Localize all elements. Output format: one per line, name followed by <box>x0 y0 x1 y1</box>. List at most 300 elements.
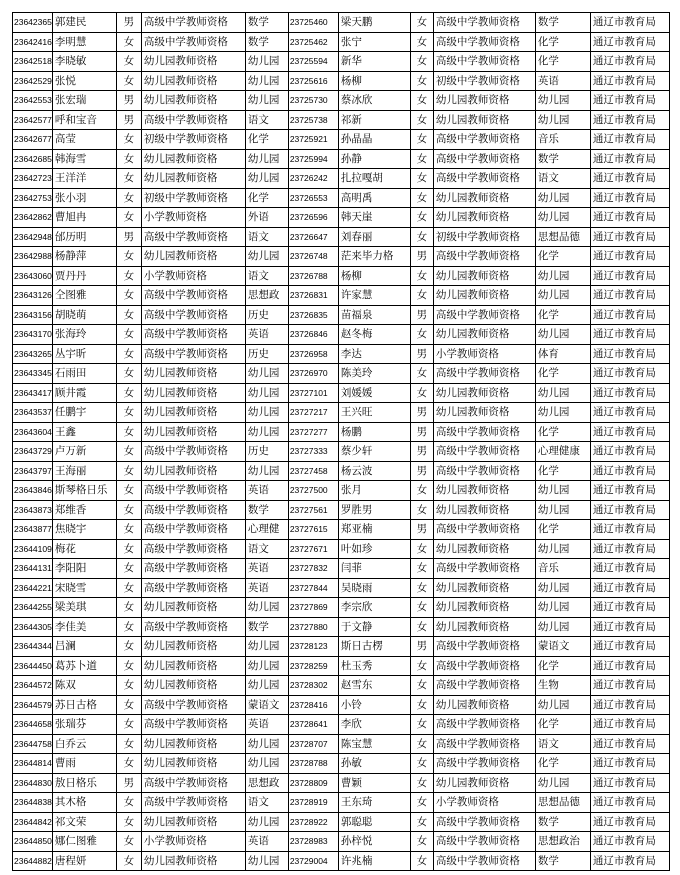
cell-id-left: 23642416 <box>13 32 53 52</box>
cell-qualification-left: 高级中学教师资格 <box>141 325 245 345</box>
cell-id-left: 23644255 <box>13 598 53 618</box>
cell-gender-left: 女 <box>116 383 141 403</box>
cell-name-left: 祁文荣 <box>52 812 116 832</box>
cell-authority: 通辽市教育局 <box>590 461 669 481</box>
cell-gender-right: 女 <box>410 208 433 228</box>
cell-subject-right: 幼儿园 <box>535 383 590 403</box>
cell-name-right: 祁新 <box>338 110 410 130</box>
table-row <box>13 52 670 72</box>
cell-name-left: 唐程妍 <box>52 851 116 871</box>
cell-id-left: 23644814 <box>13 754 53 774</box>
cell-subject-left: 化学 <box>245 188 288 208</box>
cell-gender-left: 女 <box>116 149 141 169</box>
cell-gender-left: 女 <box>116 793 141 813</box>
cell-id-right: 23726846 <box>288 325 338 345</box>
cell-name-right: 郭聪聪 <box>338 812 410 832</box>
cell-subject-right: 心理健康 <box>535 442 590 462</box>
cell-subject-left: 化学 <box>245 130 288 150</box>
cell-id-right: 23726970 <box>288 364 338 384</box>
cell-id-right: 23727561 <box>288 500 338 520</box>
cell-qualification-left: 高级中学教师资格 <box>141 442 245 462</box>
cell-gender-left: 女 <box>116 481 141 501</box>
cell-id-right: 23728922 <box>288 812 338 832</box>
cell-authority: 通辽市教育局 <box>590 520 669 540</box>
cell-gender-left: 男 <box>116 227 141 247</box>
table-row <box>13 305 670 325</box>
cell-qualification-left: 幼儿园教师资格 <box>141 598 245 618</box>
cell-gender-left: 女 <box>116 247 141 267</box>
cell-qualification-right: 小学教师资格 <box>433 793 535 813</box>
cell-qualification-left: 高级中学教师资格 <box>141 793 245 813</box>
cell-gender-right: 男 <box>410 422 433 442</box>
cell-id-right: 23728983 <box>288 832 338 852</box>
cell-subject-right: 思想政治 <box>535 832 590 852</box>
cell-gender-right: 女 <box>410 617 433 637</box>
cell-qualification-right: 幼儿园教师资格 <box>433 325 535 345</box>
cell-id-right: 23727458 <box>288 461 338 481</box>
cell-subject-left: 幼儿园 <box>245 169 288 189</box>
table-row <box>13 539 670 559</box>
cell-qualification-left: 幼儿园教师资格 <box>141 676 245 696</box>
cell-name-left: 宋晓雪 <box>52 578 116 598</box>
cell-gender-left: 女 <box>116 461 141 481</box>
cell-authority: 通辽市教育局 <box>590 325 669 345</box>
cell-gender-right: 女 <box>410 793 433 813</box>
cell-gender-right: 女 <box>410 227 433 247</box>
cell-name-left: 敖日格乐 <box>52 773 116 793</box>
cell-authority: 通辽市教育局 <box>590 227 669 247</box>
cell-subject-right: 幼儿园 <box>535 578 590 598</box>
cell-qualification-left: 幼儿园教师资格 <box>141 247 245 267</box>
cell-authority: 通辽市教育局 <box>590 481 669 501</box>
cell-gender-right: 女 <box>410 559 433 579</box>
cell-authority: 通辽市教育局 <box>590 364 669 384</box>
cell-qualification-right: 高级中学教师资格 <box>433 851 535 871</box>
cell-subject-right: 体育 <box>535 344 590 364</box>
cell-authority: 通辽市教育局 <box>590 578 669 598</box>
cell-subject-right: 幼儿园 <box>535 325 590 345</box>
cell-name-right: 王东琦 <box>338 793 410 813</box>
table-row <box>13 383 670 403</box>
cell-name-left: 李明慧 <box>52 32 116 52</box>
cell-gender-left: 女 <box>116 559 141 579</box>
cell-name-right: 孙敏 <box>338 754 410 774</box>
cell-id-left: 23643846 <box>13 481 53 501</box>
cell-name-right: 于文静 <box>338 617 410 637</box>
cell-name-left: 李佳美 <box>52 617 116 637</box>
cell-subject-left: 语文 <box>245 539 288 559</box>
cell-authority: 通辽市教育局 <box>590 637 669 657</box>
cell-qualification-right: 幼儿园教师资格 <box>433 110 535 130</box>
cell-gender-left: 女 <box>116 130 141 150</box>
cell-qualification-left: 初级中学教师资格 <box>141 130 245 150</box>
cell-name-right: 茫来毕力格 <box>338 247 410 267</box>
cell-qualification-right: 高级中学教师资格 <box>433 812 535 832</box>
cell-name-left: 吕澜 <box>52 637 116 657</box>
cell-gender-left: 男 <box>116 91 141 111</box>
cell-qualification-left: 幼儿园教师资格 <box>141 422 245 442</box>
cell-name-right: 曹颖 <box>338 773 410 793</box>
cell-qualification-right: 高级中学教师资格 <box>433 149 535 169</box>
cell-id-left: 23642529 <box>13 71 53 91</box>
cell-authority: 通辽市教育局 <box>590 695 669 715</box>
cell-gender-right: 男 <box>410 520 433 540</box>
cell-authority: 通辽市教育局 <box>590 344 669 364</box>
cell-authority: 通辽市教育局 <box>590 559 669 579</box>
cell-gender-left: 女 <box>116 734 141 754</box>
cell-id-right: 23728259 <box>288 656 338 676</box>
cell-id-right: 23726958 <box>288 344 338 364</box>
cell-id-left: 23643797 <box>13 461 53 481</box>
cell-subject-right: 幼儿园 <box>535 208 590 228</box>
cell-name-right: 扎拉嘎胡 <box>338 169 410 189</box>
table-row <box>13 208 670 228</box>
cell-qualification-left: 幼儿园教师资格 <box>141 91 245 111</box>
cell-gender-left: 女 <box>116 832 141 852</box>
table-row <box>13 344 670 364</box>
cell-id-right: 23726788 <box>288 266 338 286</box>
cell-gender-right: 女 <box>410 812 433 832</box>
cell-gender-right: 女 <box>410 773 433 793</box>
cell-subject-left: 语文 <box>245 110 288 130</box>
cell-id-left: 23643729 <box>13 442 53 462</box>
cell-name-right: 闫菲 <box>338 559 410 579</box>
cell-subject-right: 化学 <box>535 32 590 52</box>
table-row <box>13 773 670 793</box>
cell-subject-left: 幼儿园 <box>245 403 288 423</box>
cell-authority: 通辽市教育局 <box>590 208 669 228</box>
cell-id-right: 23726748 <box>288 247 338 267</box>
cell-qualification-left: 高级中学教师资格 <box>141 715 245 735</box>
cell-subject-left: 数学 <box>245 500 288 520</box>
cell-name-left: 张宏瑞 <box>52 91 116 111</box>
cell-authority: 通辽市教育局 <box>590 247 669 267</box>
table-row <box>13 851 670 871</box>
cell-name-right: 斯日古楞 <box>338 637 410 657</box>
cell-name-left: 郭建民 <box>52 13 116 33</box>
cell-qualification-right: 高级中学教师资格 <box>433 13 535 33</box>
cell-id-right: 23725738 <box>288 110 338 130</box>
table-row <box>13 481 670 501</box>
table-row <box>13 149 670 169</box>
cell-gender-right: 女 <box>410 188 433 208</box>
cell-qualification-left: 高级中学教师资格 <box>141 773 245 793</box>
cell-id-right: 23728919 <box>288 793 338 813</box>
cell-name-left: 石雨田 <box>52 364 116 384</box>
table-row <box>13 520 670 540</box>
cell-name-right: 韩天崖 <box>338 208 410 228</box>
cell-gender-left: 女 <box>116 266 141 286</box>
cell-subject-left: 蒙语文 <box>245 695 288 715</box>
cell-qualification-left: 幼儿园教师资格 <box>141 364 245 384</box>
cell-name-right: 许兆楠 <box>338 851 410 871</box>
cell-qualification-left: 幼儿园教师资格 <box>141 403 245 423</box>
cell-id-left: 23642577 <box>13 110 53 130</box>
cell-id-right: 23725921 <box>288 130 338 150</box>
cell-subject-left: 英语 <box>245 578 288 598</box>
cell-qualification-right: 高级中学教师资格 <box>433 32 535 52</box>
cell-qualification-right: 高级中学教师资格 <box>433 520 535 540</box>
cell-subject-left: 思想政 <box>245 286 288 306</box>
table-row <box>13 188 670 208</box>
cell-gender-right: 女 <box>410 676 433 696</box>
cell-name-left: 张海玲 <box>52 325 116 345</box>
cell-gender-left: 女 <box>116 169 141 189</box>
cell-id-right: 23726835 <box>288 305 338 325</box>
cell-authority: 通辽市教育局 <box>590 13 669 33</box>
cell-id-left: 23644830 <box>13 773 53 793</box>
cell-gender-left: 女 <box>116 812 141 832</box>
teacher-qualification-table <box>12 12 670 871</box>
cell-name-left: 陈双 <box>52 676 116 696</box>
cell-name-left: 梅花 <box>52 539 116 559</box>
cell-id-left: 23643417 <box>13 383 53 403</box>
cell-id-right: 23726242 <box>288 169 338 189</box>
cell-subject-right: 化学 <box>535 305 590 325</box>
cell-qualification-right: 高级中学教师资格 <box>433 637 535 657</box>
cell-authority: 通辽市教育局 <box>590 793 669 813</box>
cell-subject-left: 幼儿园 <box>245 383 288 403</box>
cell-authority: 通辽市教育局 <box>590 656 669 676</box>
cell-qualification-right: 幼儿园教师资格 <box>433 695 535 715</box>
cell-name-left: 郑维香 <box>52 500 116 520</box>
cell-qualification-left: 小学教师资格 <box>141 832 245 852</box>
cell-gender-right: 女 <box>410 13 433 33</box>
cell-gender-left: 女 <box>116 32 141 52</box>
cell-subject-left: 心理健 <box>245 520 288 540</box>
cell-authority: 通辽市教育局 <box>590 851 669 871</box>
cell-name-right: 蔡少轩 <box>338 442 410 462</box>
cell-gender-left: 女 <box>116 578 141 598</box>
cell-id-left: 23643265 <box>13 344 53 364</box>
cell-subject-left: 外语 <box>245 208 288 228</box>
cell-authority: 通辽市教育局 <box>590 422 669 442</box>
cell-qualification-right: 幼儿园教师资格 <box>433 481 535 501</box>
cell-name-right: 孙梓悦 <box>338 832 410 852</box>
cell-subject-right: 生物 <box>535 676 590 696</box>
cell-subject-right: 思想品德 <box>535 793 590 813</box>
cell-qualification-right: 高级中学教师资格 <box>433 734 535 754</box>
cell-id-left: 23643877 <box>13 520 53 540</box>
table-row <box>13 461 670 481</box>
cell-authority: 通辽市教育局 <box>590 617 669 637</box>
cell-authority: 通辽市教育局 <box>590 676 669 696</box>
cell-id-right: 23727869 <box>288 598 338 618</box>
cell-subject-right: 英语 <box>535 71 590 91</box>
cell-id-left: 23643604 <box>13 422 53 442</box>
cell-name-right: 杜玉秀 <box>338 656 410 676</box>
table-row <box>13 676 670 696</box>
cell-subject-right: 幼儿园 <box>535 110 590 130</box>
cell-gender-right: 女 <box>410 754 433 774</box>
cell-gender-left: 女 <box>116 637 141 657</box>
cell-name-left: 呼和宝音 <box>52 110 116 130</box>
cell-name-left: 苏日古格 <box>52 695 116 715</box>
table-row <box>13 578 670 598</box>
cell-name-left: 王海丽 <box>52 461 116 481</box>
table-row <box>13 91 670 111</box>
cell-gender-left: 男 <box>116 13 141 33</box>
cell-name-right: 孙晶晶 <box>338 130 410 150</box>
cell-id-left: 23642685 <box>13 149 53 169</box>
cell-id-left: 23644221 <box>13 578 53 598</box>
cell-gender-right: 男 <box>410 442 433 462</box>
cell-qualification-right: 高级中学教师资格 <box>433 559 535 579</box>
cell-subject-right: 幼儿园 <box>535 188 590 208</box>
cell-subject-left: 幼儿园 <box>245 734 288 754</box>
cell-name-right: 李宗欣 <box>338 598 410 618</box>
cell-authority: 通辽市教育局 <box>590 286 669 306</box>
cell-qualification-left: 幼儿园教师资格 <box>141 656 245 676</box>
table-row <box>13 130 670 150</box>
cell-qualification-left: 高级中学教师资格 <box>141 344 245 364</box>
cell-qualification-left: 幼儿园教师资格 <box>141 149 245 169</box>
cell-gender-left: 女 <box>116 656 141 676</box>
cell-subject-left: 语文 <box>245 793 288 813</box>
cell-gender-left: 女 <box>116 403 141 423</box>
cell-authority: 通辽市教育局 <box>590 305 669 325</box>
cell-qualification-left: 高级中学教师资格 <box>141 110 245 130</box>
cell-gender-left: 女 <box>116 325 141 345</box>
cell-subject-left: 英语 <box>245 832 288 852</box>
cell-gender-left: 女 <box>116 188 141 208</box>
cell-qualification-left: 幼儿园教师资格 <box>141 637 245 657</box>
cell-qualification-right: 幼儿园教师资格 <box>433 773 535 793</box>
table-row <box>13 656 670 676</box>
cell-name-left: 胡晓萌 <box>52 305 116 325</box>
cell-name-left: 任鹏宇 <box>52 403 116 423</box>
cell-qualification-right: 幼儿园教师资格 <box>433 266 535 286</box>
cell-gender-left: 女 <box>116 442 141 462</box>
cell-gender-right: 女 <box>410 500 433 520</box>
cell-subject-right: 幼儿园 <box>535 481 590 501</box>
cell-name-left: 王鑫 <box>52 422 116 442</box>
cell-id-left: 23644109 <box>13 539 53 559</box>
cell-qualification-right: 高级中学教师资格 <box>433 461 535 481</box>
cell-authority: 通辽市教育局 <box>590 110 669 130</box>
cell-qualification-right: 高级中学教师资格 <box>433 52 535 72</box>
cell-authority: 通辽市教育局 <box>590 130 669 150</box>
cell-gender-right: 男 <box>410 403 433 423</box>
table-row <box>13 637 670 657</box>
table-row <box>13 617 670 637</box>
cell-qualification-right: 高级中学教师资格 <box>433 169 535 189</box>
cell-id-right: 23726596 <box>288 208 338 228</box>
cell-gender-right: 女 <box>410 851 433 871</box>
cell-qualification-right: 高级中学教师资格 <box>433 422 535 442</box>
cell-gender-right: 女 <box>410 481 433 501</box>
cell-authority: 通辽市教育局 <box>590 71 669 91</box>
cell-qualification-right: 高级中学教师资格 <box>433 754 535 774</box>
cell-name-left: 张悦 <box>52 71 116 91</box>
cell-name-right: 苗福泉 <box>338 305 410 325</box>
cell-id-left: 23642948 <box>13 227 53 247</box>
cell-id-left: 23644344 <box>13 637 53 657</box>
cell-gender-right: 女 <box>410 715 433 735</box>
cell-id-left: 23644658 <box>13 715 53 735</box>
table-row <box>13 715 670 735</box>
cell-gender-right: 女 <box>410 734 433 754</box>
cell-id-right: 23728302 <box>288 676 338 696</box>
cell-gender-right: 女 <box>410 539 433 559</box>
cell-subject-right: 化学 <box>535 656 590 676</box>
cell-subject-right: 幼儿园 <box>535 695 590 715</box>
cell-name-left: 卢万新 <box>52 442 116 462</box>
cell-gender-left: 女 <box>116 754 141 774</box>
cell-qualification-right: 幼儿园教师资格 <box>433 578 535 598</box>
cell-subject-right: 幼儿园 <box>535 91 590 111</box>
cell-subject-right: 音乐 <box>535 559 590 579</box>
cell-id-right: 23729004 <box>288 851 338 871</box>
cell-qualification-right: 高级中学教师资格 <box>433 676 535 696</box>
cell-name-right: 小铃 <box>338 695 410 715</box>
cell-gender-right: 女 <box>410 266 433 286</box>
cell-authority: 通辽市教育局 <box>590 734 669 754</box>
cell-name-left: 顾井霞 <box>52 383 116 403</box>
cell-gender-left: 男 <box>116 110 141 130</box>
table-row <box>13 559 670 579</box>
cell-subject-right: 思想品德 <box>535 227 590 247</box>
table-row <box>13 598 670 618</box>
cell-name-left: 梁美琪 <box>52 598 116 618</box>
cell-gender-right: 女 <box>410 656 433 676</box>
cell-id-left: 23644131 <box>13 559 53 579</box>
cell-subject-left: 数学 <box>245 32 288 52</box>
cell-qualification-left: 幼儿园教师资格 <box>141 71 245 91</box>
cell-name-left: 斯琴格日乐 <box>52 481 116 501</box>
cell-subject-left: 数学 <box>245 13 288 33</box>
cell-subject-right: 化学 <box>535 461 590 481</box>
cell-qualification-right: 高级中学教师资格 <box>433 305 535 325</box>
table-row <box>13 286 670 306</box>
cell-name-right: 孙静 <box>338 149 410 169</box>
cell-gender-left: 女 <box>116 695 141 715</box>
table-row <box>13 754 670 774</box>
cell-id-right: 23727671 <box>288 539 338 559</box>
cell-qualification-left: 高级中学教师资格 <box>141 286 245 306</box>
cell-gender-right: 男 <box>410 305 433 325</box>
cell-id-right: 23725994 <box>288 149 338 169</box>
cell-qualification-left: 幼儿园教师资格 <box>141 461 245 481</box>
cell-id-left: 23644579 <box>13 695 53 715</box>
cell-qualification-right: 高级中学教师资格 <box>433 130 535 150</box>
cell-qualification-left: 高级中学教师资格 <box>141 305 245 325</box>
cell-subject-right: 幼儿园 <box>535 286 590 306</box>
cell-subject-right: 数学 <box>535 13 590 33</box>
cell-qualification-left: 高级中学教师资格 <box>141 32 245 52</box>
cell-qualification-right: 幼儿园教师资格 <box>433 598 535 618</box>
cell-gender-right: 女 <box>410 286 433 306</box>
cell-gender-right: 女 <box>410 695 433 715</box>
cell-gender-left: 女 <box>116 520 141 540</box>
cell-id-left: 23644850 <box>13 832 53 852</box>
cell-authority: 通辽市教育局 <box>590 715 669 735</box>
cell-qualification-right: 高级中学教师资格 <box>433 832 535 852</box>
cell-subject-left: 幼儿园 <box>245 71 288 91</box>
cell-name-right: 刘媛媛 <box>338 383 410 403</box>
cell-qualification-right: 幼儿园教师资格 <box>433 208 535 228</box>
cell-gender-right: 女 <box>410 364 433 384</box>
cell-authority: 通辽市教育局 <box>590 266 669 286</box>
cell-subject-right: 幼儿园 <box>535 617 590 637</box>
cell-subject-left: 英语 <box>245 481 288 501</box>
cell-subject-left: 幼儿园 <box>245 52 288 72</box>
cell-subject-right: 幼儿园 <box>535 773 590 793</box>
cell-id-left: 23644572 <box>13 676 53 696</box>
cell-name-left: 焦晓宇 <box>52 520 116 540</box>
table-row <box>13 812 670 832</box>
cell-name-left: 张小羽 <box>52 188 116 208</box>
